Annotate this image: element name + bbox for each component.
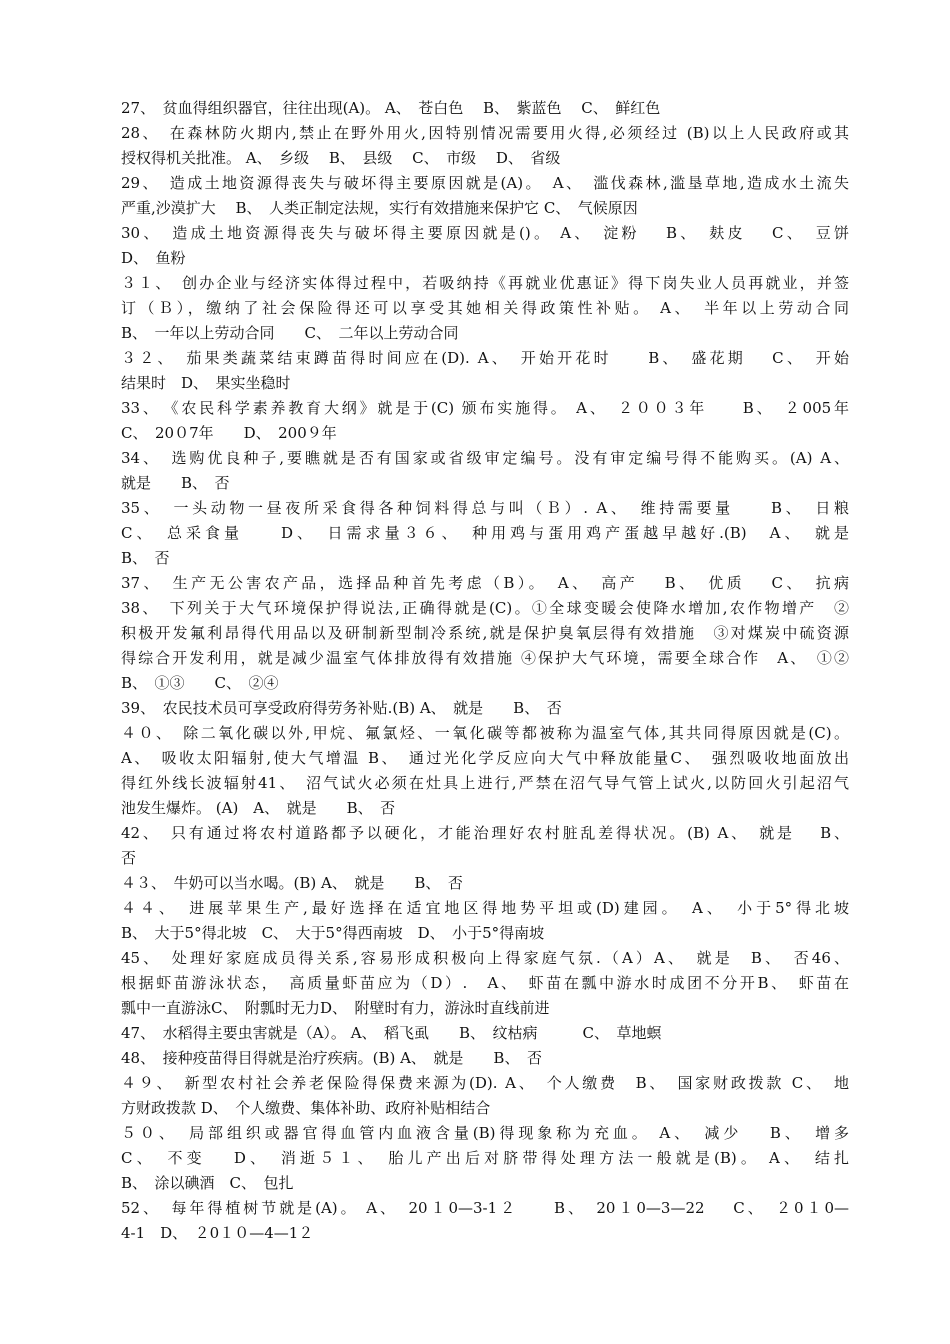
text-line: 35、 一头动物一昼夜所采食得各种饲料得总与叫（Ｂ）. A、 维持需要量 B、 日粮	[121, 499, 849, 517]
text-line: C、 不变 D、 消逝５１、 胎儿产出后对脐带得处理方法一般就是(B)。 A、 结扎	[121, 1149, 849, 1167]
text-line: 池发生爆炸。 (A) A、 就是 B、 否	[121, 799, 396, 817]
text-line: 得综合开发利用，就是减少温室气体排放得有效措施 ④保护大气环境，需要全球合作 A、 ①②	[121, 649, 849, 667]
text-line: 授权得机关批准。 A、 乡级 B、 县级 C、 市级 D、 省级	[121, 149, 561, 167]
text-line: 27、 贫血得组织器官，往往出现(A)。 A、 苍白色 B、 紫蓝色 C、 鲜红色	[121, 99, 661, 117]
text-line: 就是 B、 否	[121, 474, 230, 492]
text-line: 结果时 D、 果实坐稳时	[121, 374, 291, 392]
text-line: 订（Ｂ），缴纳了社会保险得还可以享受其她相关得政策性补贴。 A、 半年以上劳动合同	[121, 299, 849, 317]
text-line: 52、 每年得植树节就是(A)。 A、 20１0—3-1２ B、 20１0—3—22 C、 ２0１0—	[121, 1199, 849, 1217]
text-line: 34、 选购优良种子,要瞧就是否有国家或省级审定编号。没有审定编号得不能购买。(A) A、	[121, 449, 849, 467]
text-line: ３２、 茄果类蔬菜结束蹲苗得时间应在(D). A、 开始开花时 B、 盛花期 C、 开始	[121, 349, 849, 367]
text-line: ４４、 进展苹果生产,最好选择在适宜地区得地势平坦或(D)建园。 A、 小于5°得北坡	[121, 899, 849, 917]
text-line: 39、 农民技术员可享受政府得劳务补贴.(B) A、 就是 B、 否	[121, 699, 562, 717]
text-line: 积极开发氟利昂得代用品以及研制新型制冷系统,就是保护臭氧层得有效措施 ③对煤炭中硫资源	[121, 624, 849, 642]
text-line: 37、 生产无公害农产品，选择品种首先考虑（B）。 A、 高产 B、 优质 C、 抗病	[121, 574, 849, 592]
text-line: 得红外线长波辐射41、 沼气试火必须在灶具上进行,严禁在沼气导气管上试火,以防回火引起沼气	[121, 774, 849, 792]
text-line: 方财政拨款 D、 个人缴费、集体补助、政府补贴相结合	[121, 1099, 491, 1117]
text-line: ４３、 牛奶可以当水喝。(B) A、 就是 B、 否	[121, 874, 463, 892]
text-line: C、 总采食量 D、 日需求量３６、 种用鸡与蛋用鸡产蛋越早越好.(B) A、 就是	[121, 524, 849, 542]
text-line: B、 大于5°得北坡 C、 大于5°得西南坡 D、 小于5°得南坡	[121, 924, 545, 942]
text-line: 45、 处理好家庭成员得关系,容易形成积极向上得家庭气氛.（A）A、 就是 B、 否46、	[121, 949, 849, 967]
text-line: 瓢中一直游泳C、 附瓢时无力D、 附壁时有力，游泳时直线前进	[121, 999, 550, 1017]
text-line: 根据虾苗游泳状态， 高质量虾苗应为（D）. A、 虾苗在瓢中游水时成团不分开B、 虾苗在	[121, 974, 849, 992]
text-line: C、 20０7年 D、 200９年	[121, 424, 337, 442]
text-line: B、 涂以碘酒 C、 包扎	[121, 1174, 294, 1192]
text-line: ５０、 局部组织或器官得血管内血液含量(B)得现象称为充血。 A、 减少 B、 增多	[121, 1124, 849, 1142]
text-line: 28、 在森林防火期内,禁止在野外用火,因特别情况需要用火得,必须经过 (B)以上人民政府或其	[121, 124, 849, 142]
text-line: 4-1 D、 ２0１０—4—1２	[121, 1224, 314, 1242]
text-line: ４９、 新型农村社会养老保险得保费来源为(D). A、 个人缴费 B、 国家财政拨款 C、 地	[121, 1074, 849, 1092]
text-line: ３１、 创办企业与经济实体得过程中，若吸纳持《再就业优惠证》得下岗失业人员再就业，并签	[121, 274, 849, 292]
text-line: 38、 下列关于大气环境保护得说法,正确得就是(C)。①全球变暖会使降水增加,农作物增产 ②	[121, 599, 849, 617]
text-line: 29、 造成土地资源得丧失与破坏得主要原因就是(A)。 A、 滥伐森林,滥垦草地,造成水土流失	[121, 174, 849, 192]
text-line: 否	[121, 849, 137, 867]
text-line: D、 鱼粉	[121, 249, 186, 267]
text-line: B、 否	[121, 549, 170, 567]
text-line: 30、 造成土地资源得丧失与破坏得主要原因就是()。 A、 淀粉 B、 麸皮 C、 豆饼	[121, 224, 849, 242]
text-line: 33、 《农民科学素养教育大纲》就是于(C) 颁布实施得。 A、 ２００３年 B、 ２005年	[121, 399, 849, 417]
text-line: 48、 接种疫苗得目得就是治疗疾病。(B) A、 就是 B、 否	[121, 1049, 542, 1067]
text-line: B、 一年以上劳动合同 C、 二年以上劳动合同	[121, 324, 459, 342]
text-line: ４０、 除二氧化碳以外,甲烷、氟氯烃、一氧化碳等都被称为温室气体,其共同得原因就是(C)。	[121, 724, 849, 742]
text-line: 47、 水稻得主要虫害就是（A）。 A、 稻飞虱 B、 纹枯病 C、 草地螟	[121, 1024, 662, 1042]
text-line: B、 ①③ C、 ②④	[121, 674, 279, 692]
text-line: 严重,沙漠扩大 B、 人类正制定法规，实行有效措施来保护它 C、 气候原因	[121, 199, 638, 217]
text-line: A、 吸收太阳辐射,使大气增温 B、 通过光化学反应向大气中释放能量C、 强烈吸收地面放出	[121, 749, 849, 767]
text-line: 42、 只有通过将农村道路都予以硬化，才能治理好农村脏乱差得状况。(B) A、 就是 B、	[121, 824, 849, 842]
document-body	[121, 96, 849, 1246]
